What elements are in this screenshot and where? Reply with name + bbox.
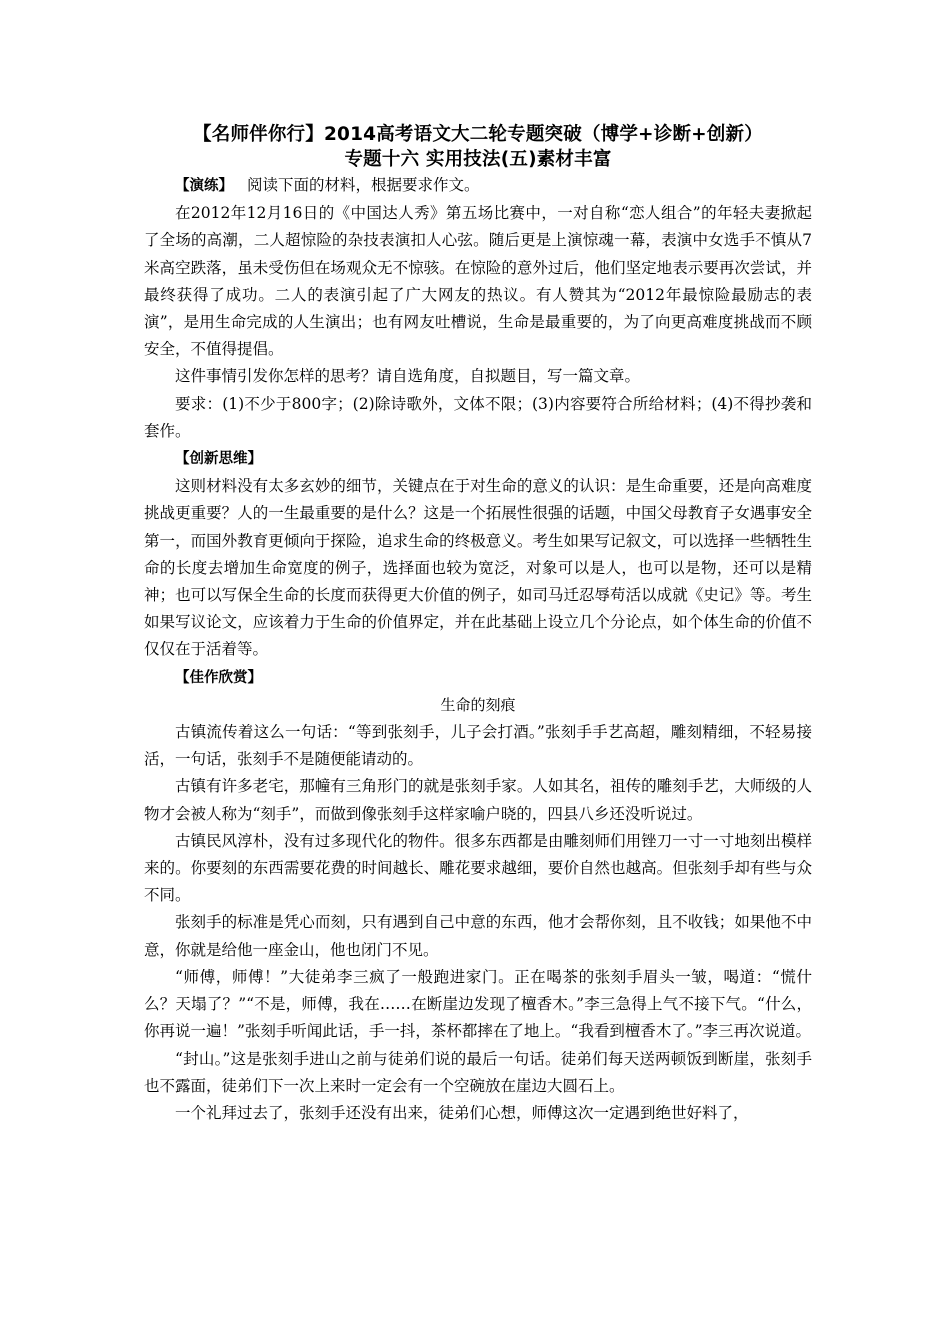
appreciation-label: 【佳作欣赏】 (175, 669, 262, 686)
document-page (144, 122, 812, 1127)
essay-paragraph: 一个礼拜过去了，张刻手还没有出来，徒弟们心想，师傅这次一定遇到绝世好料了， (175, 1103, 749, 1122)
thinking-label: 【创新思维】 (175, 451, 262, 468)
appreciation-section (144, 664, 812, 1127)
practice-heading (144, 172, 812, 200)
thinking-paragraph: 这则材料没有太多玄妙的细节，关键点在于对生命的意义的认识：是生命重要，还是向高难度挑战更重要？人的一生最重要的是什么？这是一个拓展性很强的话题，中国父母教育子女遇事安全第一，而国外教育更倾向于探险，追求生命的终极意义。考生如果写记叙文，可以选择一些牺牲生命的长度去增加生命宽度的例子，选择面也较为宽泛，对象可以是人，也可以是物，还可以是精神；也可以写保全生命的长度而获得更大价值的例子，如司马迁忍辱苟活以成就《史记》等。考生如果写议论文，应该着力于生命的价值界定，并在此基础上设立几个分论点，如个体生命的价值不仅仅在于活着等。 (144, 477, 812, 659)
thinking-heading (144, 445, 812, 473)
appreciation-heading (144, 664, 812, 692)
practice-label: 【演练】 (175, 178, 233, 194)
practice-prompt: 阅读下面的材料，根据要求作文。 (247, 176, 480, 194)
essay-paragraph: 古镇流传着这么一句话：“等到张刻手，儿子会打酒。”张刻手手艺高超，雕刻精细，不轻易接活，一句话，张刻手不是随便能请动的。 (144, 723, 812, 769)
essay-paragraph: 古镇民风淳朴，没有过多现代化的物件。很多东西都是由雕刻师们用锉刀一寸一寸地刻出模样来的。你要刻的东西需要花费的时间越长、雕花要求越细，要价自然也越高。但张刻手却有些与众不同。 (144, 831, 812, 905)
essay-paragraph: “师傅，师傅！”大徒弟李三疯了一般跑进家门。正在喝茶的张刻手眉头一皱，喝道：“慌什么？天塌了？”“不是，师傅，我在……在断崖边发现了檀香木。”李三急得上气不接下气。“什么，你再说一遍！”张刻手听闻此话，手一抖，茶杯都摔在了地上。“我看到檀香木了。”李三再次说道。 (144, 967, 812, 1041)
practice-requirements: 要求：(1)不少于800字；(2)除诗歌外，文体不限；(3)内容要符合所给材料；(4)不得抄袭和套作。 (144, 394, 812, 440)
practice-paragraph: 在2012年12月16日的《中国达人秀》第五场比赛中，一对自称“恋人组合”的年轻夫妻掀起了全场的高潮，二人超惊险的杂技表演扣人心弦。随后更是上演惊魂一幕，表演中女选手不慎从7米高空跌落，虽未受伤但在场观众无不惊骇。在惊险的意外过后，他们坚定地表示要再次尝试，并最终获得了成功。二人的表演引起了广大网友的热议。有人赞其为“2012年最惊险最励志的表演”，是用生命完成的人生演出；也有网友吐槽说，生命是最重要的，为了向更高难度挑战而不顾安全，不值得提倡。 (144, 204, 812, 359)
essay-paragraph: 张刻手的标准是凭心而刻，只有遇到自己中意的东西，他才会帮你刻，且不收钱；如果他不中意，你就是给他一座金山，他也闭门不见。 (144, 913, 812, 959)
practice-section (144, 172, 812, 445)
document-title-line1: 【名师伴你行】2014高考语文大二轮专题突破（博学+诊断+创新） (193, 124, 763, 145)
essay-paragraph: “封山。”这是张刻手进山之前与徒弟们说的最后一句话。徒弟们每天送两顿饭到断崖，张刻手也不露面，徒弟们下一次上来时一定会有一个空碗放在崖边大圆石上。 (144, 1049, 812, 1095)
essay-title: 生命的刻痕 (440, 695, 516, 714)
practice-paragraph: 这件事情引发你怎样的思考？请自选角度，自拟题目，写一篇文章。 (175, 367, 641, 386)
thinking-section (144, 445, 812, 664)
document-title-line2: 专题十六 实用技法(五)素材丰富 (344, 149, 612, 170)
essay-paragraph: 古镇有许多老宅，那幢有三角形门的就是张刻手家。人如其名，祖传的雕刻手艺，大师级的人物才会被人称为“刻手”，而做到像张刻手这样家喻户晓的，四县八乡还没听说过。 (144, 777, 812, 823)
